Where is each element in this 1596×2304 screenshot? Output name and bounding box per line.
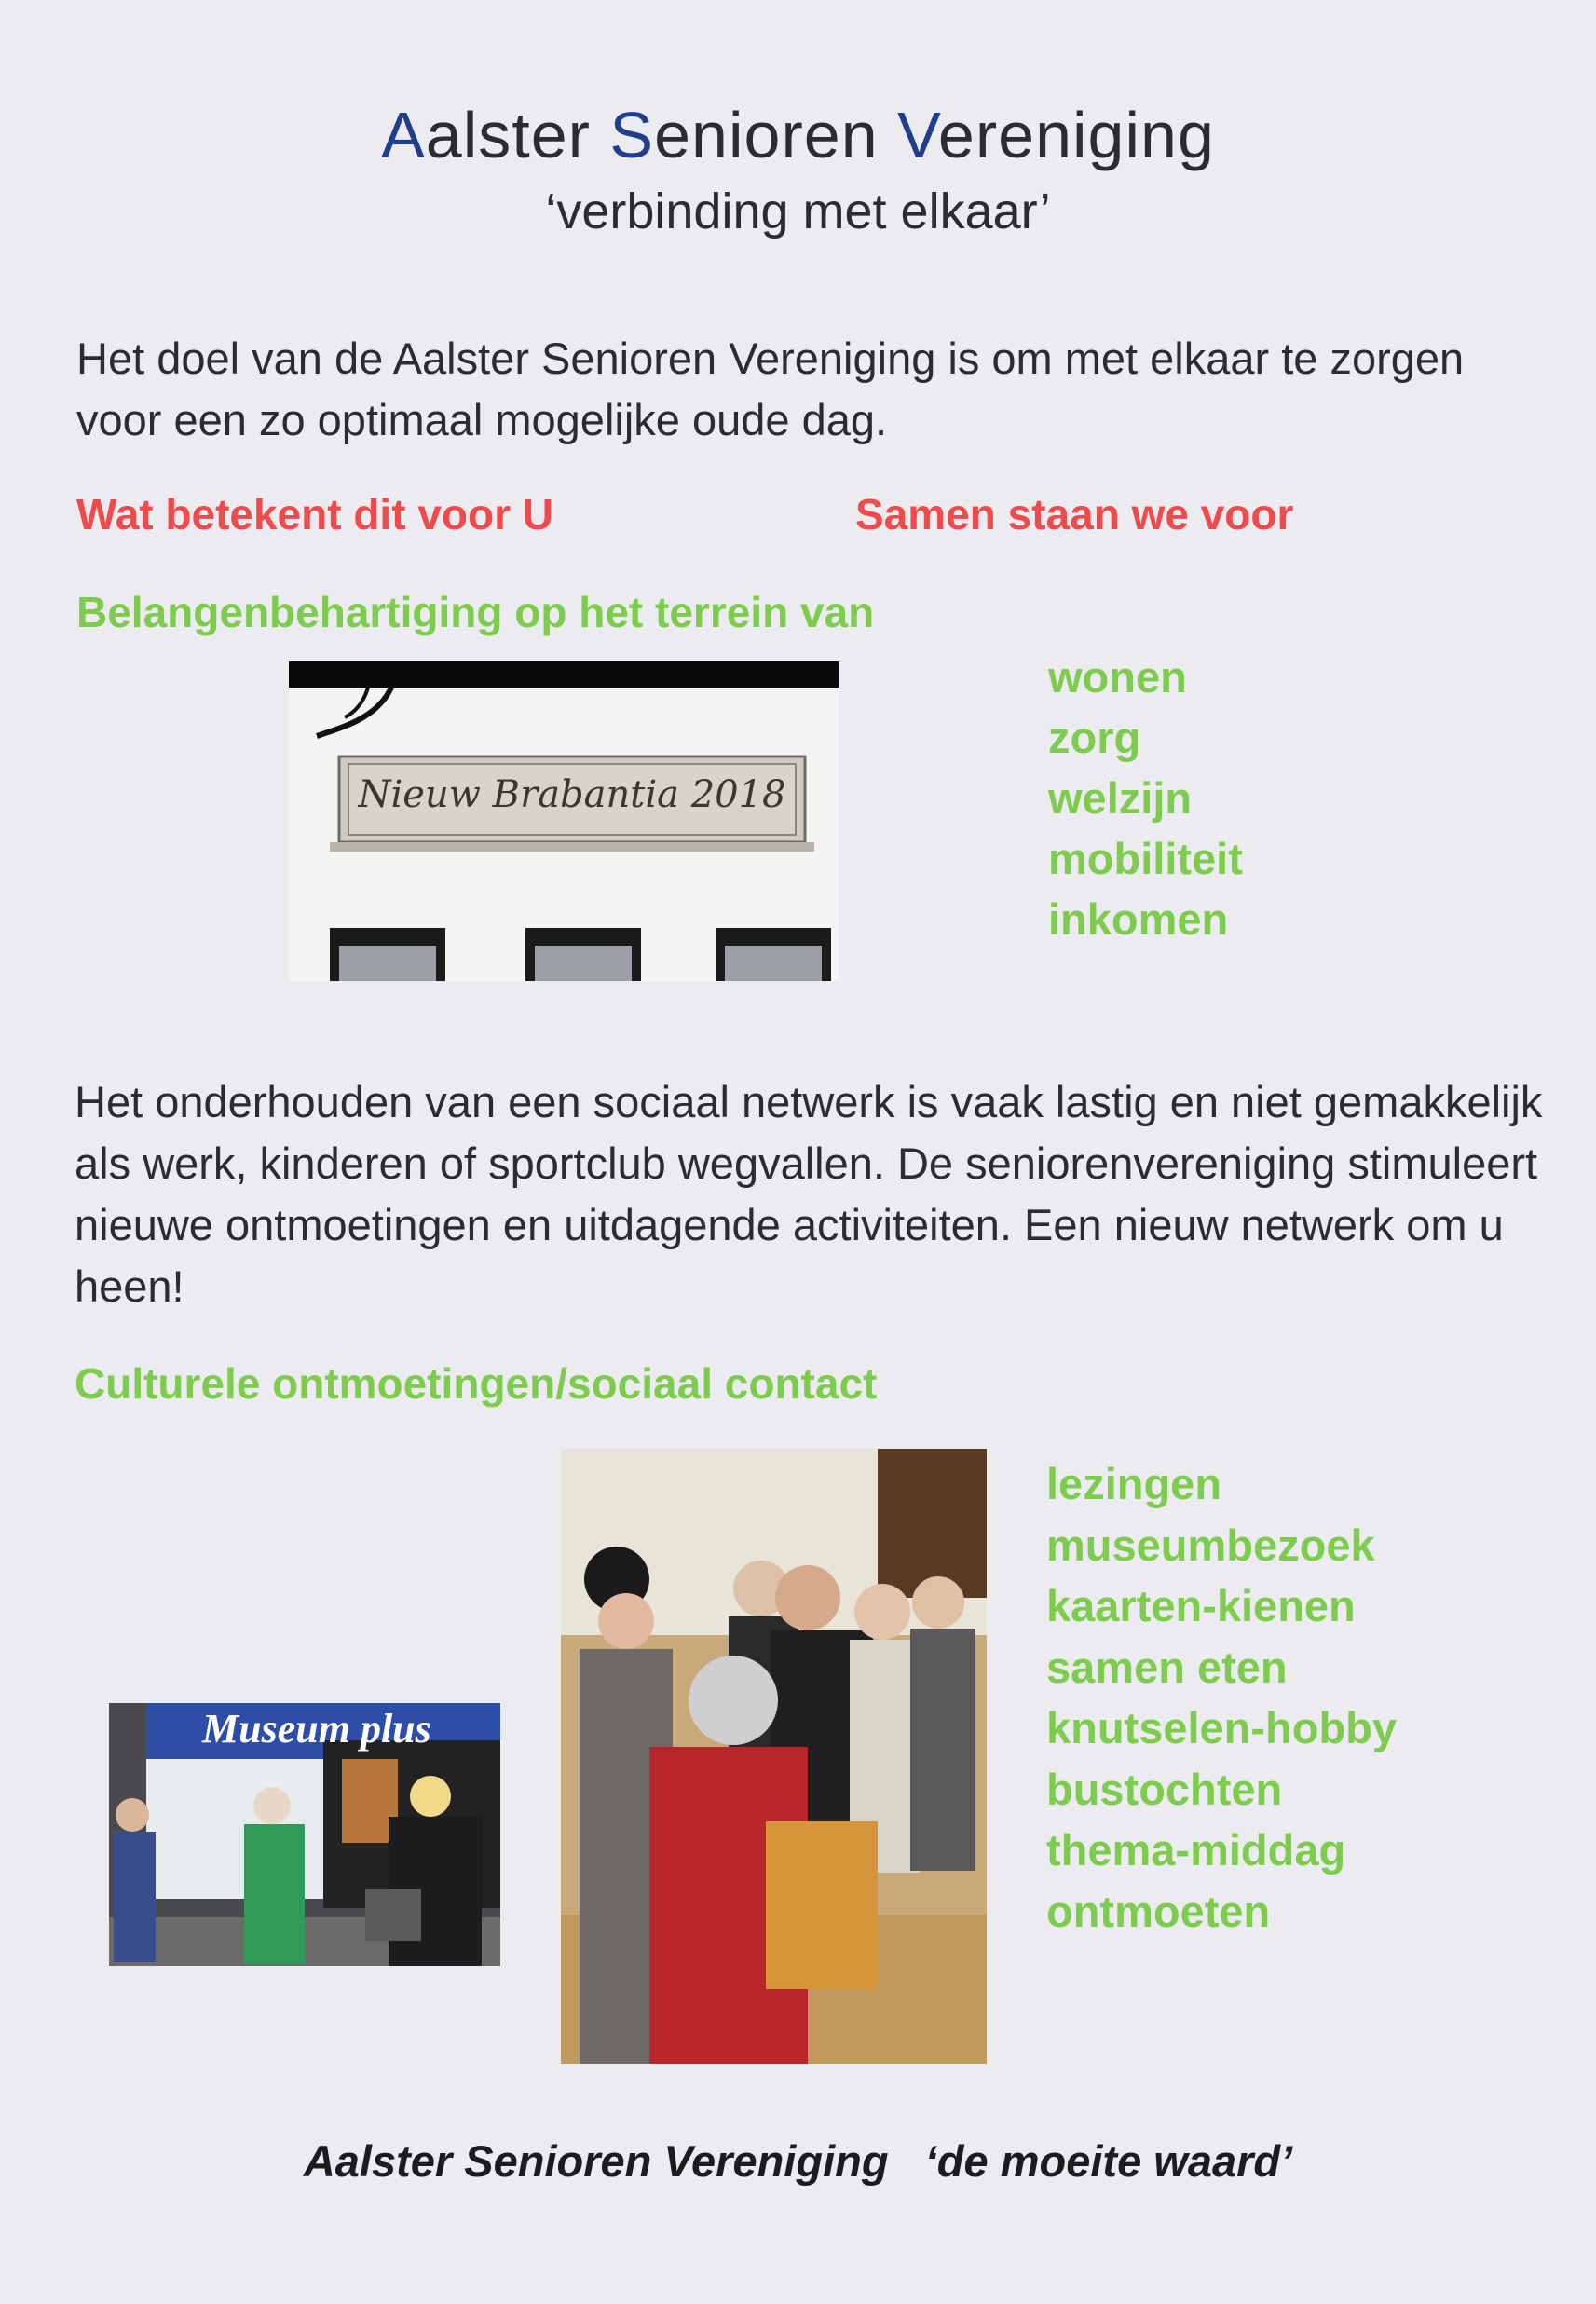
list-item: zorg [1048,713,1141,762]
heading-wat-betekent: Wat betekent dit voor U [76,490,553,539]
sign-text: Nieuw Brabantia 2018 [358,773,786,816]
activity-list [1046,1453,1397,1942]
list-item: wonen [1048,652,1187,702]
list-item: museumbezoek [1046,1520,1375,1570]
footer-slogan [0,2135,1596,2187]
group-visit-photo [561,1449,987,2064]
building-sign-illustration [289,661,839,981]
list-item: mobiliteit [1048,834,1243,883]
list-item: ontmoeten [1046,1886,1271,1936]
footer-name: Aalster Senioren Vereniging [303,2136,889,2186]
list-item: lezingen [1046,1459,1222,1508]
title-part-3: Vereniging [897,99,1215,171]
interest-list [1048,647,1243,949]
list-item: inkomen [1048,894,1229,944]
bus-outing-photo [109,1703,500,1966]
list-item: samen eten [1046,1642,1288,1692]
page-title [0,98,1596,172]
heading-culturele-ontmoetingen: Culturele ontmoetingen/sociaal contact [75,1359,878,1408]
heading-samen-staan: Samen staan we voor [855,490,1294,539]
list-item: kaarten-kienen [1046,1581,1356,1630]
list-item: welzijn [1048,773,1193,823]
intro-paragraph: Het doel van de Aalster Senioren Vereniging is om met elkaar te zorgen voor een zo optimaal mogelijke oude dag. [76,334,1465,444]
social-paragraph: Het onderhouden van een sociaal netwerk is vaak lastig en niet gemakkelijk als werk, kinderen of sportclub wegvallen. De seniorenvereniging stimuleert nieuwe ontmoetingen en uitdagende activiteiten. Een nieuw netwerk om u heen! [75,1077,1543,1311]
page-subtitle: ‘verbinding met elkaar’ [545,184,1051,239]
title-part-1: Aalster [381,99,610,171]
list-item: knutselen-hobby [1046,1703,1398,1752]
building-sign-photo [289,661,839,981]
list-item: bustochten [1046,1764,1283,1814]
title-part-2: Senioren [609,99,898,171]
group-visit-illustration [561,1449,987,2064]
list-item: thema-middag [1046,1825,1346,1875]
heading-belangenbehartiging: Belangenbehartiging op het terrein van [76,588,875,636]
bus-lettering: Museum plus [202,1706,431,1752]
footer-tagline: ‘de moeite waard’ [924,2136,1293,2186]
